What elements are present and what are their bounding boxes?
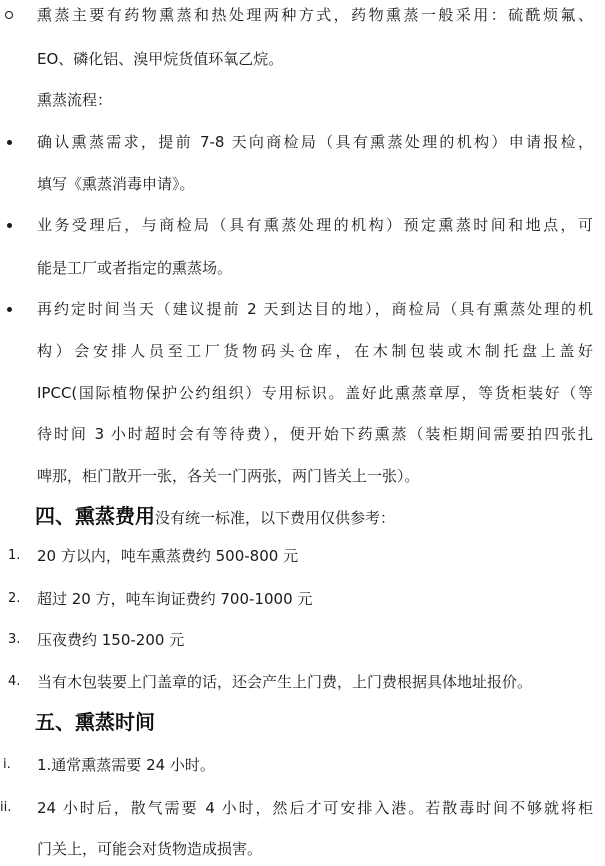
section-title: 五、熏蒸时间 (35, 710, 155, 734)
list-item (0, 753, 605, 777)
bullet-dot-icon (7, 223, 12, 228)
list-item-text: 24 小时后，散气需要 4 小时，然后才可安排入港。若散毒时间不够就将柜 (37, 799, 593, 817)
process-step-line: 能是工厂或者指定的熏蒸场。 (37, 259, 233, 277)
process-step-continuation (0, 422, 605, 446)
process-step-continuation (0, 256, 605, 280)
process-step-continuation (0, 339, 605, 363)
process-step-line: 再约定时间当天（建议提前 2 天到达目的地），商检局（具有熏蒸处理的机 (37, 300, 593, 318)
process-step-line: 构）会安排人员至工厂货物码头仓库，在木制包装或木制托盘上盖好 (37, 342, 593, 360)
process-step-line: 业务受理后，与商检局（具有熏蒸处理的机构）预定熏蒸时间和地点，可 (37, 216, 593, 234)
process-step-line: 确认熏蒸需求，提前 7-8 天向商检局（具有熏蒸处理的机构）申请报检， (37, 133, 593, 151)
process-step-line: 待时间 3 小时超时会有等待费），便开始下药熏蒸（装柜期间需要拍四张扎 (37, 425, 593, 443)
intro-text-line: 熏蒸主要有药物熏蒸和热处理两种方式，药物熏蒸一般采用：硫酰烦氟、 (37, 6, 593, 24)
intro-item (0, 3, 605, 27)
list-number: 4. (8, 674, 21, 689)
section-subtitle: 没有统一标准，以下费用仅供参考： (155, 509, 396, 527)
list-item (0, 628, 605, 652)
bullet-dot-icon (7, 140, 12, 145)
list-item-text: 门关上，可能会对货物造成损害。 (37, 840, 263, 858)
process-step (0, 130, 605, 154)
section-heading-time (35, 707, 155, 737)
list-item (0, 587, 605, 611)
intro-continuation (0, 47, 605, 71)
list-item (0, 670, 605, 694)
process-step (0, 213, 605, 237)
intro-text-line: EO、磷化铝、溴甲烷货值环氧乙烷。 (37, 50, 284, 68)
bullet-dot-icon (7, 307, 12, 312)
list-item-continuation (0, 837, 605, 861)
list-roman-numeral: ii. (0, 800, 12, 815)
list-item (0, 544, 605, 568)
list-number: 3. (8, 632, 21, 647)
process-step-line: 啤那，柜门散开一张，各关一门两张，两门皆关上一张）。 (37, 467, 420, 485)
section-title: 四、熏蒸费用 (35, 504, 155, 528)
process-step-continuation (0, 172, 605, 196)
list-item-text: 当有木包装要上门盖章的话，还会产生上门费，上门费根据具体地址报价。 (37, 673, 533, 691)
list-item-text: 压夜费约 150-200 元 (37, 631, 185, 649)
process-step-line: IPCC(国际植物保护公约组织）专用标识。盖好此熏蒸章厚，等货柜装好（等 (37, 384, 593, 402)
process-step (0, 297, 605, 321)
list-roman-numeral: i. (3, 757, 11, 772)
list-number: 1. (8, 548, 21, 563)
list-item-text: 1.通常熏蒸需要 24 小时。 (37, 756, 215, 774)
list-number: 2. (8, 591, 21, 606)
list-item-text: 超过 20 方，吨车询证费约 700-1000 元 (37, 590, 313, 608)
section-heading-fees (35, 501, 395, 531)
process-label (0, 88, 605, 112)
list-item-text: 20 方以内，吨车熏蒸费约 500-800 元 (37, 547, 299, 565)
process-label-text: 熏蒸流程： (37, 91, 113, 109)
list-item (0, 796, 605, 820)
process-step-continuation (0, 464, 605, 488)
process-step-continuation (0, 381, 605, 405)
hollow-circle-bullet-icon (5, 11, 13, 19)
process-step-line: 填写《熏蒸消毒申请》。 (37, 175, 195, 193)
